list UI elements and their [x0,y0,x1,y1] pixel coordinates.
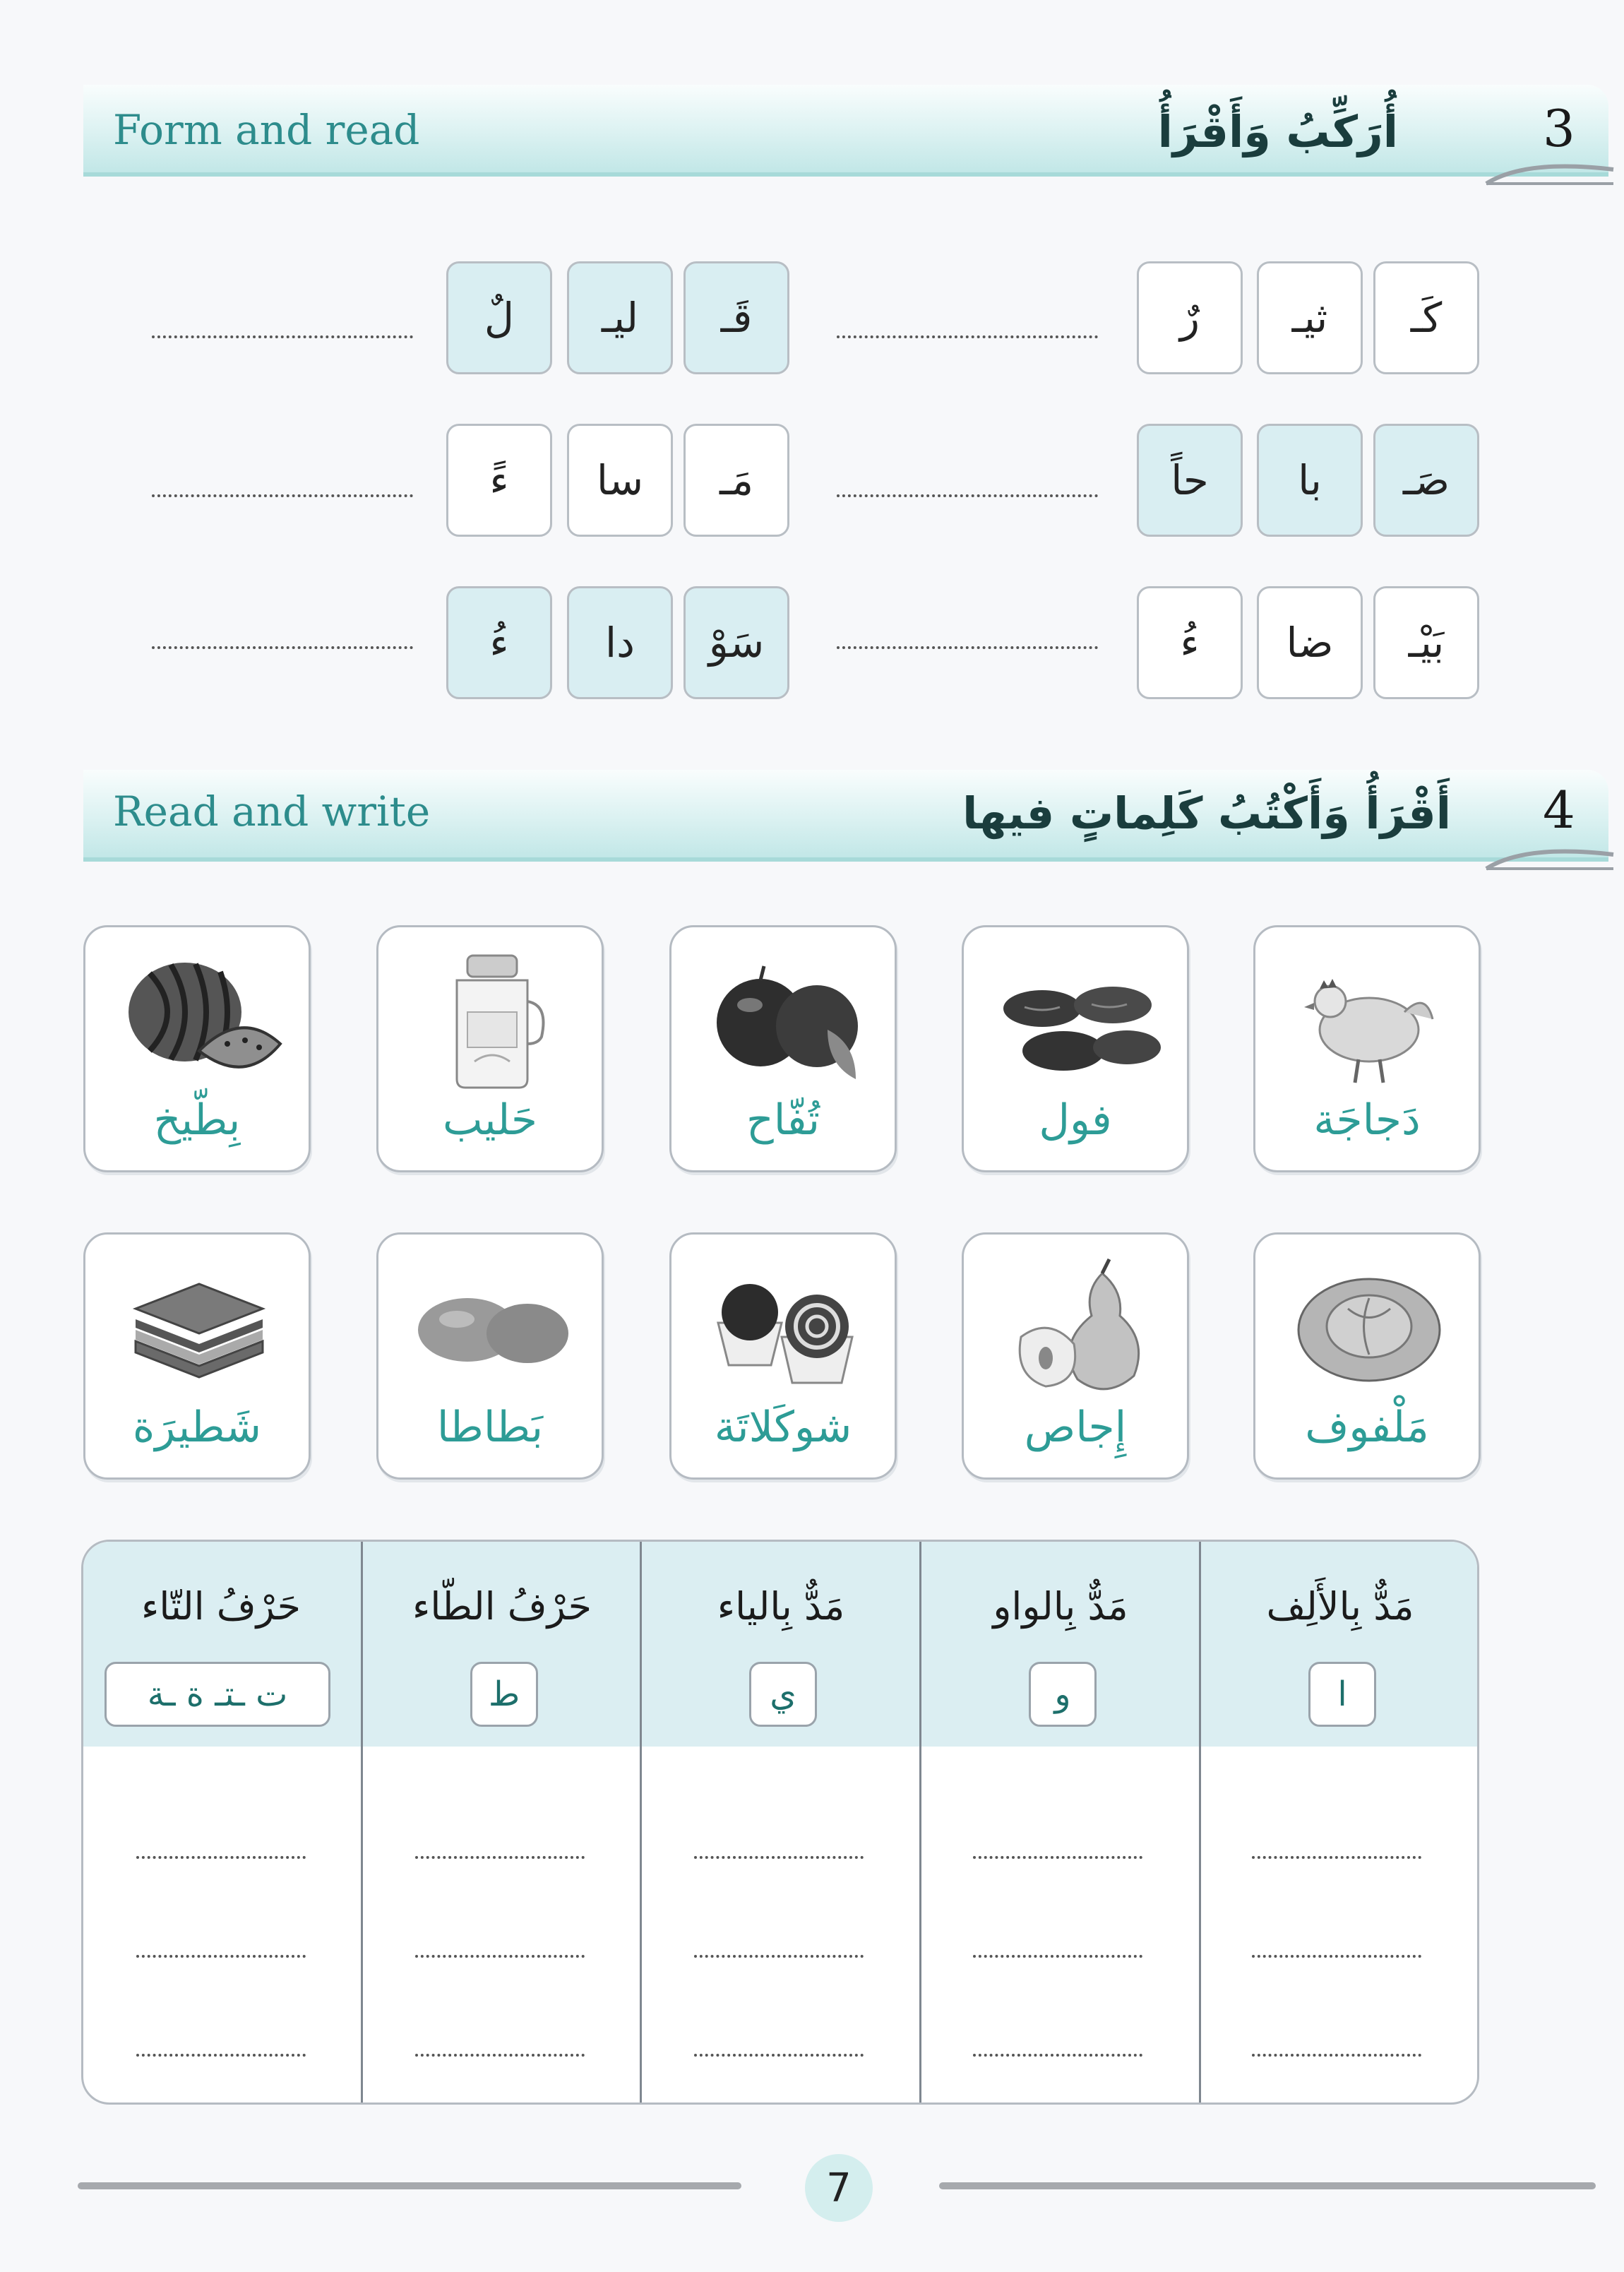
puzzle-tile[interactable]: ليـ [567,261,673,374]
write-line[interactable] [136,2054,306,2057]
write-line[interactable] [694,1856,864,1859]
puzzle-tile[interactable]: لٌ [446,261,552,374]
puzzle-tile[interactable]: ضا [1257,586,1363,699]
section-3-hook-icon [1483,155,1617,191]
answer-line[interactable] [837,335,1098,338]
write-line[interactable] [694,2054,864,2057]
sandwich-icon [107,1252,291,1400]
write-line[interactable] [1252,2054,1421,2057]
write-line[interactable] [415,1856,585,1859]
milk-jar-icon [400,945,584,1093]
card-beans[interactable] [962,925,1189,1172]
card-word: مَلْفوف [1305,1403,1429,1452]
answer-line[interactable] [152,494,413,497]
puzzle-tile[interactable]: حاً [1137,424,1243,537]
puzzle-tile[interactable]: قَـ [683,261,789,374]
column-divider [1199,1542,1201,2103]
write-line[interactable] [1252,1856,1421,1859]
letter-box: ي [749,1662,817,1727]
watermelon-icon [107,945,291,1093]
card-cabbage[interactable] [1253,1232,1481,1480]
pear-icon [986,1252,1169,1400]
card-word: إِجاص [1024,1403,1127,1452]
write-line[interactable] [973,2054,1142,2057]
card-milk[interactable] [376,925,604,1172]
card-apples[interactable] [669,925,897,1172]
apples-icon [693,945,877,1093]
letter-box: ت ـتـ ة ـة [105,1662,330,1727]
card-potatoes[interactable] [376,1232,604,1480]
card-sandwich[interactable] [83,1232,311,1480]
write-line[interactable] [1252,1955,1421,1958]
answer-line[interactable] [152,646,413,649]
card-chicken[interactable] [1253,925,1481,1172]
chicken-icon [1277,945,1461,1093]
card-pear[interactable] [962,1232,1189,1480]
card-word: فول [1039,1095,1112,1145]
section-3-title-en: Form and read [113,106,420,154]
puzzle-tile[interactable]: سَوْ [683,586,789,699]
page-number: 7 [805,2154,873,2222]
puzzle-tile[interactable]: صَـ [1373,424,1479,537]
section-3-number: 3 [1543,99,1575,158]
write-line[interactable] [415,1955,585,1958]
card-word: بَطاطا [436,1403,544,1452]
letter-box: ط [470,1662,538,1727]
puzzle-tile[interactable]: سا [567,424,673,537]
write-line[interactable] [415,2054,585,2057]
puzzle-tile[interactable]: ءً [446,424,552,537]
puzzle-tile[interactable]: دا [567,586,673,699]
column-header-alif: مَدٌّ بِالأَلِف [1266,1584,1414,1629]
write-line[interactable] [136,1955,306,1958]
puzzle-tile[interactable]: ثيـ [1257,261,1363,374]
card-word: تُفّاح [746,1095,820,1145]
potatoes-icon [400,1252,584,1400]
card-word: بِطّيخ [153,1095,241,1145]
answer-line[interactable] [837,646,1098,649]
puzzle-tile[interactable]: بَيْـ [1373,586,1479,699]
footer-rule-right [939,2182,1596,2189]
puzzle-tile[interactable]: ءُ [1137,586,1243,699]
section-4-number: 4 [1543,780,1575,840]
column-header-ta: حَرْفُ التّاء [141,1584,301,1629]
beans-icon [986,945,1169,1093]
column-header-waw: مَدٌّ بِالواو [993,1584,1128,1629]
puzzle-tile[interactable]: ءُ [446,586,552,699]
column-header-ta-emphatic: حَرْفُ الطّاء [412,1584,592,1629]
card-word: حَليب [443,1095,537,1145]
card-word: دَجاجَة [1313,1095,1421,1145]
section-4-hook-icon [1483,840,1617,876]
card-watermelon[interactable] [83,925,311,1172]
answer-line[interactable] [152,335,413,338]
puzzle-tile[interactable]: رٌ [1137,261,1243,374]
letter-box: و [1029,1662,1097,1727]
section-3-title-ar: أُرَكِّبُ وَأَقْرَأُ [1157,106,1398,157]
card-chocolates[interactable] [669,1232,897,1480]
cabbage-icon [1277,1252,1461,1400]
column-divider [361,1542,363,2103]
write-line[interactable] [136,1856,306,1859]
column-divider [919,1542,921,2103]
section-4-title-ar: أَقْرَأُ وَأَكْتُبُ كَلِماتٍ فيها [962,787,1451,839]
card-word: شَطيرَة [132,1403,262,1452]
table-body-curve [83,1747,1477,1775]
footer-rule-left [78,2182,741,2189]
letter-box: ا [1308,1662,1376,1727]
puzzle-tile[interactable]: كَـ [1373,261,1479,374]
write-line[interactable] [973,1955,1142,1958]
section-4-title-en: Read and write [113,787,431,835]
card-word: شوكَلاتَة [714,1403,852,1452]
classification-table [81,1540,1479,2105]
answer-line[interactable] [837,494,1098,497]
puzzle-tile[interactable]: مَـ [683,424,789,537]
column-header-ya: مَدٌّ بِالياء [717,1584,845,1629]
chocolates-icon [693,1252,877,1400]
write-line[interactable] [973,1856,1142,1859]
column-divider [640,1542,642,2103]
write-line[interactable] [694,1955,864,1958]
puzzle-tile[interactable]: با [1257,424,1363,537]
